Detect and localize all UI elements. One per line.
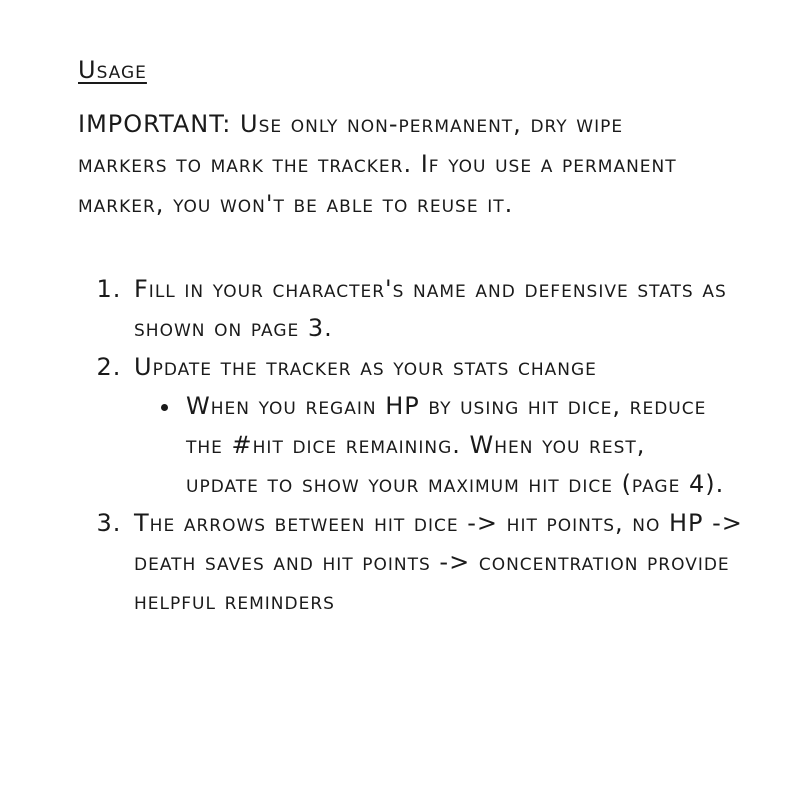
important-label: IMPORTANT: bbox=[78, 110, 232, 138]
list-item bbox=[130, 504, 790, 621]
important-text: Use only non-permanent, dry wipe markers to mark the tracker. If you use a permanent marker, you won't be able to reuse it. bbox=[78, 110, 677, 218]
step-2-sub-1-text: When you regain HP by using hit dice, reduce the #hit dice remaining. When you rest, update to show your maximum hit dice (page 4). bbox=[186, 392, 725, 498]
section-heading: Usage bbox=[78, 56, 147, 84]
step-3-text: The arrows between hit dice -> hit points, no HP -> death saves and hit points -> concentration provide helpful reminders bbox=[134, 509, 743, 615]
step-1-text: Fill in your character's name and defensive stats as shown on page 3. bbox=[134, 275, 727, 342]
step-2-text: Update the tracker as your stats change bbox=[134, 353, 597, 381]
list-item bbox=[130, 348, 790, 504]
usage-steps-list bbox=[78, 270, 790, 621]
important-notice bbox=[78, 104, 718, 224]
list-item bbox=[182, 387, 726, 504]
list-item bbox=[130, 270, 790, 348]
step-2-sublist bbox=[134, 387, 790, 504]
